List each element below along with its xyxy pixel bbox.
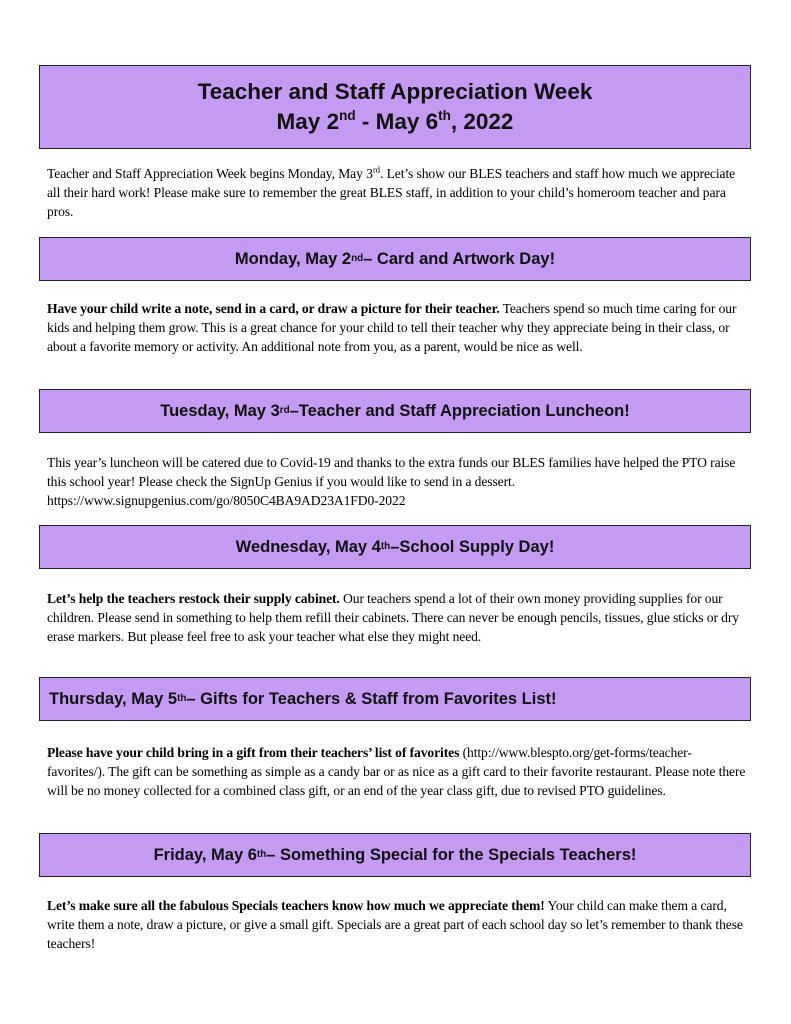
thursday-heading-date: Thursday, May 5 bbox=[49, 689, 178, 708]
intro-paragraph bbox=[47, 164, 747, 221]
title-date-end-suffix: th bbox=[438, 107, 451, 123]
thursday-banner: Thursday, May 5 $^{th}$ – Gifts for Teachers & Staff from Favorites List! bbox=[39, 677, 751, 721]
friday-paragraph bbox=[47, 896, 747, 953]
title-year: , 2022 bbox=[450, 109, 514, 134]
monday-heading-title: – Card and Artwork Day! bbox=[363, 249, 556, 268]
intro-text-1: Teacher and Staff Appreciation Week begins Monday, May 3 bbox=[47, 166, 373, 181]
friday-banner: Friday, May 6 $^{th}$ – Something Special for the Specials Teachers! bbox=[39, 833, 751, 877]
intro-text-2: . Let’s show our BLES teachers and staff how much we appreciate all their hard work! Please make sure to remember the great BLES staff, in addition to your child’s homeroom teacher and para pros. bbox=[47, 166, 736, 219]
tuesday-banner: Tuesday, May 3 $^{rd}$ –Teacher and Staff Appreciation Luncheon! bbox=[39, 389, 751, 433]
friday-body: Your child can make them a card, write them a note, draw a picture, or give a small gift. Specials are a great part of each school day so let’s remember to thank these teachers! bbox=[47, 898, 743, 951]
wednesday-heading-date: Wednesday, May 4 bbox=[235, 537, 381, 556]
friday-heading-title: – Something Special for the Specials Teachers! bbox=[266, 845, 637, 864]
tuesday-body: This year’s luncheon will be catered due to Covid-19 and thanks to the extra funds our BLES families have helped the PTO raise this school year! Please check the SignUp Genius if you would like to send in a dessert. https://www.signupgenius.com/go/8050C4BA9AD23A1FD0-2022 bbox=[47, 455, 736, 508]
friday-heading-date: Friday, May 6 bbox=[153, 845, 257, 864]
intro-date-suffix: rd bbox=[372, 164, 380, 175]
wednesday-heading-title: –School Supply Day! bbox=[390, 537, 555, 556]
wednesday-paragraph bbox=[47, 589, 747, 646]
wednesday-banner: Wednesday, May 4 $^{th}$ –School Supply Day! bbox=[39, 525, 751, 569]
wednesday-body: Our teachers spend a lot of their own money providing supplies for our children. Please send in something to help them refill their cabinets. There can never be enough pencils, tissues, glue sticks or dry erase markers. But please feel free to ask your teacher what else they might need. bbox=[47, 591, 740, 644]
thursday-body: The gift can be something as simple as a candy bar or as nice as a gift card to their favorite restaurant. Please note there will be no money collected for a combined class gift, or an end of the year class gift, due to revised PTO guidelines. bbox=[47, 764, 746, 798]
title-banner bbox=[39, 65, 751, 149]
title-date-end: - May 6 bbox=[355, 109, 439, 134]
monday-lead: Have your child write a note, send in a card, or draw a picture for their teacher. bbox=[47, 301, 500, 316]
title-date-start: May 2 bbox=[276, 109, 340, 134]
monday-body: Teachers spend so much time caring for our kids and helping them grow. This is a great chance for your child to tell their teacher why they appreciate being in their class, or about a favorite memory or activity. An additional note from you, as a parent, would be nice as well. bbox=[47, 301, 737, 354]
thursday-favorites-link[interactable]: (http://www.blespto.org/get-forms/teacher-favorites/). bbox=[47, 745, 692, 779]
monday-banner: Monday, May 2 $^{nd}$ – Card and Artwork Day! bbox=[39, 237, 751, 281]
tuesday-paragraph bbox=[47, 453, 747, 510]
tuesday-heading-date: Tuesday, May 3 bbox=[160, 401, 280, 420]
wednesday-lead: Let’s help the teachers restock their supply cabinet. bbox=[47, 591, 340, 606]
monday-paragraph bbox=[47, 299, 747, 356]
title-line-2 bbox=[277, 107, 514, 137]
title-line-1: Teacher and Staff Appreciation Week bbox=[197, 79, 593, 104]
tuesday-heading-title: –Teacher and Staff Appreciation Luncheon! bbox=[289, 401, 630, 420]
thursday-heading-title: – Gifts for Teachers & Staff from Favorites List! bbox=[186, 689, 557, 708]
title-date-start-suffix: nd bbox=[339, 107, 356, 123]
thursday-lead: Please have your child bring in a gift from their teachers’ list of favorites bbox=[47, 745, 460, 760]
monday-heading-date: Monday, May 2 bbox=[234, 249, 352, 268]
friday-lead: Let’s make sure all the fabulous Specials teachers know how much we appreciate them! bbox=[47, 898, 545, 913]
thursday-paragraph bbox=[47, 743, 747, 800]
